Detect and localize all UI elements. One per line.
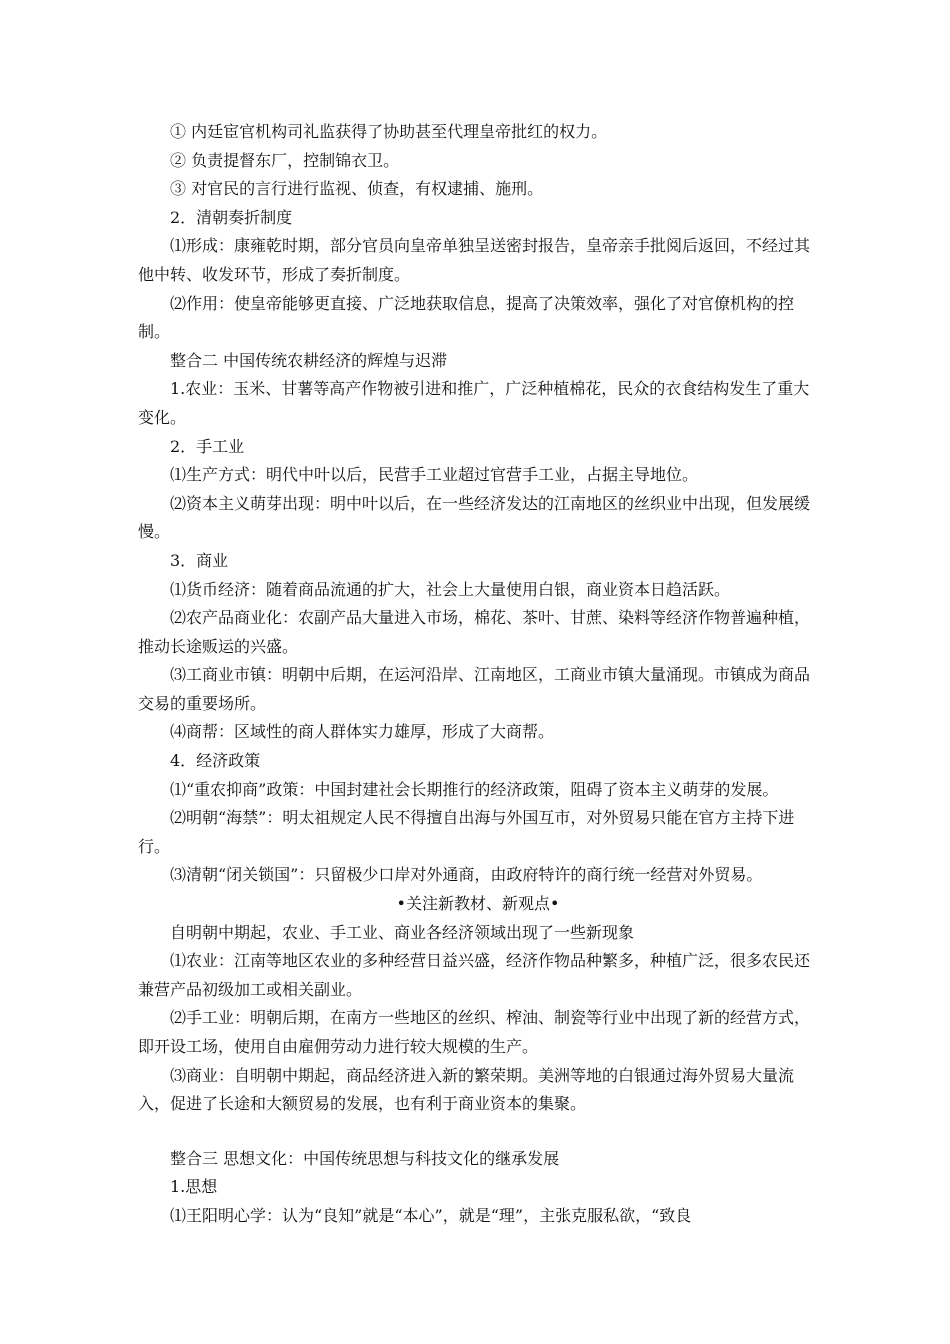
section-heading: 1.思想	[170, 1177, 218, 1197]
paragraph: ② 负责提督东厂，控制锦衣卫。	[170, 150, 400, 170]
paragraph: ⑶清朝“闭关锁国”：只留极少口岸对外通商，由政府特许的商行统一经营对外贸易。	[170, 865, 763, 885]
section-heading: 整合三 思想文化：中国传统思想与科技文化的继承发展	[170, 1148, 560, 1168]
paragraph: ⑵资本主义萌芽出现：明中叶以后，在一些经济发达的江南地区的丝织业中出现，但发展缓慢。	[138, 493, 811, 542]
paragraph: ⑴形成：康雍乾时期，部分官员向皇帝单独呈送密封报告，皇帝亲手批阅后返回，不经过其他中转、收发环节，形成了奏折制度。	[138, 236, 811, 284]
section-heading: 2．清朝奏折制度	[170, 207, 293, 227]
callout-heading: •关注新教材、新观点•	[396, 894, 560, 914]
paragraph: 1.农业：玉米、甘薯等高产作物被引进和推广，广泛种植棉花，民众的衣食结构发生了重大变化。	[138, 379, 810, 427]
paragraph: ⑴生产方式：明代中叶以后，民营手工业超过官营手工业，占据主导地位。	[170, 465, 699, 485]
paragraph: ⑵农产品商业化：农副产品大量进入市场，棉花、茶叶、甘蔗、染料等经济作物普遍种植，推动长途贩运的兴盛。	[138, 608, 811, 656]
paragraph: ⑵明朝“海禁”：明太祖规定人民不得擅自出海与外国互市，对外贸易只能在官方主持下进行。	[138, 808, 795, 856]
paragraph: ① 内廷宦官机构司礼监获得了协助甚至代理皇帝批红的权力。	[170, 122, 608, 141]
paragraph: ⑵手工业：明朝后期，在南方一些地区的丝织、榨油、制瓷等行业中出现了新的经营方式，即开设工场，使用自由雇佣劳动力进行较大规模的生产。	[138, 1008, 811, 1056]
paragraph: ⑷商帮：区域性的商人群体实力雄厚，形成了大商帮。	[170, 722, 555, 742]
section-heading: 3．商业	[170, 550, 229, 570]
paragraph: ⑴货币经济：随着商品流通的扩大，社会上大量使用白银，商业资本日趋活跃。	[170, 579, 731, 599]
paragraph: ⑴王阳明心学：认为“良知”就是“本心”，就是“理”，主张克服私欲，“致良	[170, 1205, 692, 1225]
section-heading: 2．手工业	[170, 436, 245, 456]
paragraph: ⑴“重农抑商”政策：中国封建社会长期推行的经济政策，阻碍了资本主义萌芽的发展。	[170, 779, 779, 799]
blank-line	[138, 1119, 818, 1145]
paragraph: ⑶商业：自明朝中期起，商品经济进入新的繁荣期。美洲等地的白银通过海外贸易大量流入，促进了长途和大额贸易的发展，也有利于商业资本的集聚。	[138, 1065, 795, 1114]
document-body	[138, 118, 818, 1231]
section-heading: 整合二 中国传统农耕经济的辉煌与迟滞	[170, 350, 448, 370]
paragraph: 自明朝中期起，农业、手工业、商业各经济领域出现了一些新现象	[170, 922, 635, 942]
section-heading: 4．经济政策	[170, 751, 261, 771]
paragraph: ③ 对官民的言行进行监视、侦查，有权逮捕、施刑。	[170, 179, 544, 199]
paragraph: ⑵作用：使皇帝能够更直接、广泛地获取信息，提高了决策效率，强化了对官僚机构的控制。	[138, 293, 795, 342]
paragraph: ⑶工商业市镇：明朝中后期，在运河沿岸、江南地区，工商业市镇大量涌现。市镇成为商品交易的重要场所。	[138, 665, 811, 713]
paragraph: ⑴农业：江南等地区农业的多种经营日益兴盛，经济作物品种繁多，种植广泛，很多农民还兼营产品初级加工或相关副业。	[138, 951, 811, 999]
